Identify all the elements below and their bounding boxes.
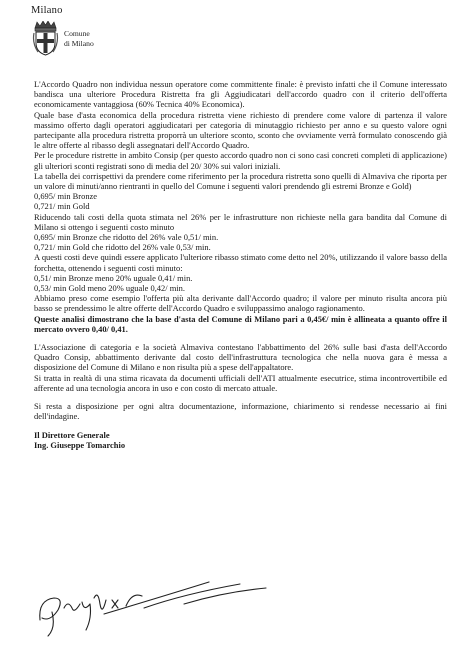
signature-title: Il Direttore Generale <box>34 429 110 440</box>
reduced-gold: 0,721/ min Gold che ridotto del 26% vale 0,53/ min. <box>34 242 211 253</box>
paragraph-5: Riducendo tali costi della quota stimata nel 26% per le infrastrutture non richieste nella gara bandita dal Comune di Milano si ottengo i seguenti costo minuto <box>34 211 447 232</box>
reduced-bronze: 0,695/ min Bronze che ridotto del 26% vale 0,51/ min. <box>34 232 219 243</box>
paragraph-9: Si tratta in realtà di una stima ricavata da documenti ufficiali dell'ATI attualmente esecutrice, stima incontrovertibile ed afferente ad una tecnologia ancora in uso e con costo di mercato attuale. <box>34 372 447 393</box>
org-line-2: di Milano <box>64 39 94 48</box>
paragraph-8: L'Associazione di categoria e la società Almaviva contestano l'abbattimento del 26% sulle basi d'asta dell'Accordo Quadro Consip, abbattimento derivante dal costo dell'infrastruttura tecnologica che nella nuova gara è messa a disposizione del Comune di Milano e non risulta più a spese dell'appaltatore. <box>34 342 447 373</box>
letter-body <box>34 79 447 450</box>
paragraph-1: L'Accordo Quadro non individua nessun operatore come committente finale: è previsto infatti che il Comune interessato bandisca una ulteriore Procedura Ristretta fra gli Aggiudicatari dell'accordo quadro con il criterio dell'offerta economicamente vantaggiosa (60% Tecnica 40% Economica). <box>34 79 447 110</box>
signature-name: Ing. Giuseppe Tomarchio <box>34 439 126 450</box>
header-city: Milano <box>31 5 63 16</box>
discount-bronze: 0,51/ min Bronze meno 20% uguale 0,41/ min. <box>34 272 193 283</box>
handwritten-signature-icon <box>34 578 274 643</box>
paragraph-6: A questi costi deve quindi essere applicato l'ulteriore ribasso stimato come detto nel 20%, utilizzando il valore basso della forchetta, ottenendo i seguenti costi minuto: <box>34 252 447 273</box>
crest-icon <box>32 21 59 56</box>
paragraph-4: La tabella dei corrispettivi da prendere come riferimento per la procedura ristretta sono quelli di Almaviva che riporta per un valore di minuti/anno rientranti in quello del Comune i seguenti valori prendendo gli estremi Bronze e Gold) <box>34 170 447 192</box>
conclusion: Queste analisi dimostrano che la base d'asta del Comune di Milano pari a 0,45€/ min è allineata a quanto offre il mercato ovvero 0,40/ 0,41. <box>34 313 447 334</box>
header-org <box>64 29 94 49</box>
discount-gold: 0,53/ min Gold meno 20% uguale 0,42/ min. <box>34 283 185 294</box>
closing-paragraph: Si resta a disposizione per ogni altra documentazione, informazione, chiarimento si rendesse necessario ai fini dell'indagine. <box>34 401 447 422</box>
paragraph-7: Abbiamo preso come esempio l'offerta più alta derivante dall'Accordo quadro; il valore per minuto risulta ancora più basso se prendessimo le altre offerte dell'Accordo Quadro e sviluppassimo analogo ragionamento. <box>34 293 447 314</box>
paragraph-2: Quale base d'asta economica della procedura ristretta viene richiesto di prendere come valore di partenza il valore massimo offerto dagli operatori aggiudicatari per categoria di minutaggio richiesto per anno e su questo valore ogni partecipante alla procedura ristretta proporrà un ulteriore sconto, sconto che ovviamente verrà formulato conoscendo già le altre offerte al ribasso degli assegnatari dell'Accordo Quadro. <box>34 109 447 151</box>
paragraph-3: Per le procedure ristrette in ambito Consip (per questo accordo quadro non ci sono casi concreti completi di applicazione) gli ulteriori sconti registrati sono di media del 20/ 30% sui valori iniziali. <box>34 150 447 171</box>
org-line-1: Comune <box>64 29 90 38</box>
value-gold: 0,721/ min Gold <box>34 201 90 212</box>
value-bronze: 0,695/ min Bronze <box>34 191 98 202</box>
